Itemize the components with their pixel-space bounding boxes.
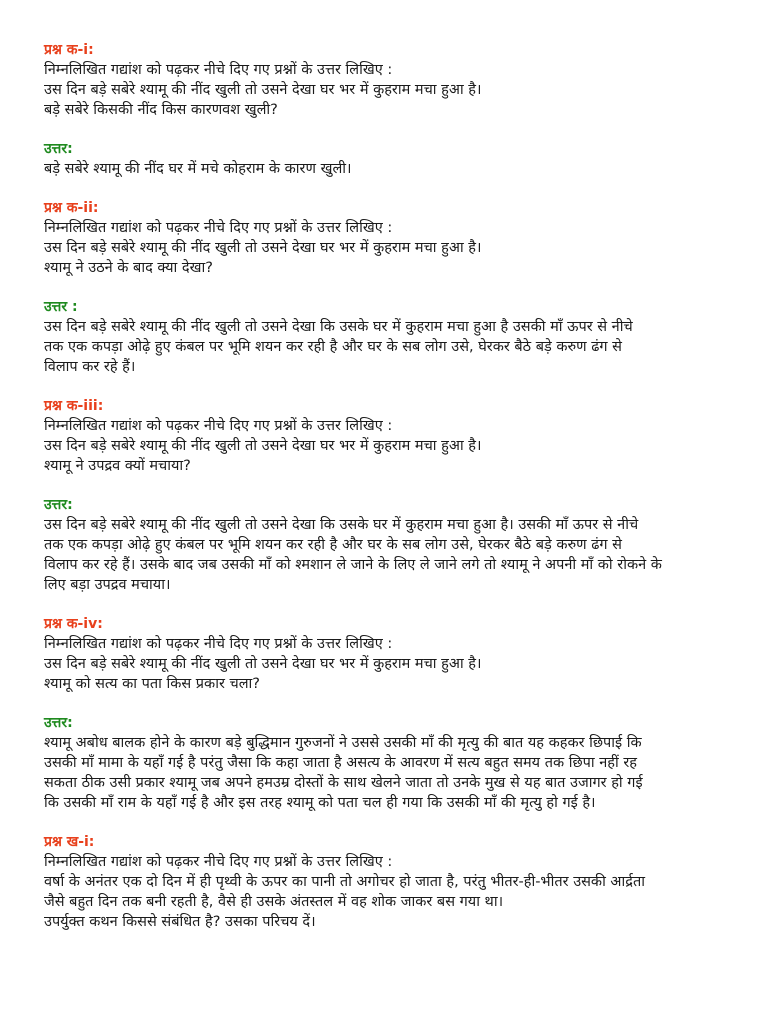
- question-block-ka-2: [44, 198, 750, 278]
- question-block-ka-4: [44, 614, 750, 694]
- question-instruction: निम्नलिखित गद्यांश को पढ़कर नीचे दिए गए प्रश्नों के उत्तर लिखिए :: [44, 418, 393, 434]
- answer-line: लिए बड़ा उपद्रव मचाया।: [44, 577, 171, 593]
- question-text: बड़े सबेरे किसकी नींद किस कारणवश खुली?: [44, 102, 278, 118]
- answer-line: तक एक कपड़ा ओढ़े हुए कंबल पर भूमि शयन कर रही है और घर के सब लोग उसे, घेरकर बैठे बड़े करुण ढंग से: [44, 537, 622, 553]
- passage-line: वर्षा के अनंतर एक दो दिन में ही पृथ्वी के ऊपर का पानी तो अगोचर हो जाता है, परंतु भीतर-ही-भीतर उसकी आर्द्रता: [44, 874, 645, 890]
- answer-label: उत्तर:: [44, 497, 73, 513]
- answer-label: उत्तर:: [44, 141, 73, 157]
- question-text: श्यामू ने उठने के बाद क्या देखा?: [44, 260, 213, 276]
- question-label: प्रश्न क-i:: [44, 42, 94, 58]
- question-block-kha-1: [44, 832, 750, 932]
- passage-line: उस दिन बड़े सबेरे श्यामू की नींद खुली तो उसने देखा घर भर में कुहराम मचा हुआ है।: [44, 240, 482, 256]
- question-label: प्रश्न क-iii:: [44, 398, 104, 414]
- answer-line: तक एक कपड़ा ओढ़े हुए कंबल पर भूमि शयन कर रही है और घर के सब लोग उसे, घेरकर बैठे बड़े करुण ढंग से: [44, 339, 622, 355]
- passage-line: जैसे बहुत दिन तक बनी रहती है, वैसे ही उसके अंतस्तल में वह शोक जाकर बस गया था।: [44, 894, 504, 910]
- answer-line: उस दिन बड़े सबेरे श्यामू की नींद खुली तो उसने देखा कि उसके घर में कुहराम मचा हुआ है उसकी माँ ऊपर से नीचे: [44, 319, 633, 335]
- question-instruction: निम्नलिखित गद्यांश को पढ़कर नीचे दिए गए प्रश्नों के उत्तर लिखिए :: [44, 854, 393, 870]
- passage-line: उस दिन बड़े सबेरे श्यामू की नींद खुली तो उसने देखा घर भर में कुहराम मचा हुआ है।: [44, 438, 482, 454]
- answer-line: विलाप कर रहे हैं।: [44, 359, 136, 375]
- answer-label: उत्तर:: [44, 715, 73, 731]
- question-block-ka-1: [44, 40, 750, 120]
- answer-line: श्यामू अबोध बालक होने के कारण बड़े बुद्धिमान गुरुजनों ने उससे उसकी माँ की मृत्यु की बात यह कहकर छिपाई कि: [44, 735, 642, 751]
- passage-line: उस दिन बड़े सबेरे श्यामू की नींद खुली तो उसने देखा घर भर में कुहराम मचा हुआ है।: [44, 82, 482, 98]
- answer-line: बड़े सबेरे श्यामू की नींद घर में मचे कोहराम के कारण खुली।: [44, 161, 352, 177]
- question-instruction: निम्नलिखित गद्यांश को पढ़कर नीचे दिए गए प्रश्नों के उत्तर लिखिए :: [44, 636, 393, 652]
- question-text: उपर्युक्त कथन किससे संबंधित है? उसका परिचय दें।: [44, 914, 316, 930]
- answer-block-ka-3: [44, 495, 750, 595]
- passage-line: उस दिन बड़े सबेरे श्यामू की नींद खुली तो उसने देखा घर भर में कुहराम मचा हुआ है।: [44, 656, 482, 672]
- answer-block-ka-4: [44, 713, 750, 813]
- question-text: श्यामू को सत्य का पता किस प्रकार चला?: [44, 676, 260, 692]
- answer-line: विलाप कर रहे हैं। उसके बाद जब उसकी माँ को श्मशान ले जाने के लिए ले जाने लगे तो श्यामू ने अपनी माँ को रोकने के: [44, 557, 662, 573]
- answer-block-ka-2: [44, 297, 750, 377]
- question-label: प्रश्न ख-i:: [44, 834, 95, 850]
- answer-block-ka-1: [44, 139, 750, 179]
- question-label: प्रश्न क-ii:: [44, 200, 99, 216]
- answer-label: उत्तर :: [44, 299, 78, 315]
- question-block-ka-3: [44, 396, 750, 476]
- answer-line: कि उसकी माँ राम के यहाँ गई है और इस तरह श्यामू को पता चल ही गया कि उसकी माँ की मृत्यु हो गई है।: [44, 795, 596, 811]
- question-text: श्यामू ने उपद्रव क्यों मचाया?: [44, 458, 191, 474]
- answer-line: उस दिन बड़े सबेरे श्यामू की नींद खुली तो उसने देखा कि उसके घर में कुहराम मचा हुआ है। उसकी माँ ऊपर से नीचे: [44, 517, 639, 533]
- question-label: प्रश्न क-iv:: [44, 616, 103, 632]
- question-instruction: निम्नलिखित गद्यांश को पढ़कर नीचे दिए गए प्रश्नों के उत्तर लिखिए :: [44, 62, 393, 78]
- question-instruction: निम्नलिखित गद्यांश को पढ़कर नीचे दिए गए प्रश्नों के उत्तर लिखिए :: [44, 220, 393, 236]
- answer-line: उसकी माँ मामा के यहाँ गई है परंतु जैसा कि कहा जाता है असत्य के आवरण में सत्य बहुत समय तक छिपा नहीं रह: [44, 755, 637, 771]
- answer-line: सकता ठीक उसी प्रकार श्यामू जब अपने हमउम्र दोस्तों के साथ खेलने जाता तो उनके मुख से यह बात उजागर हो गई: [44, 775, 643, 791]
